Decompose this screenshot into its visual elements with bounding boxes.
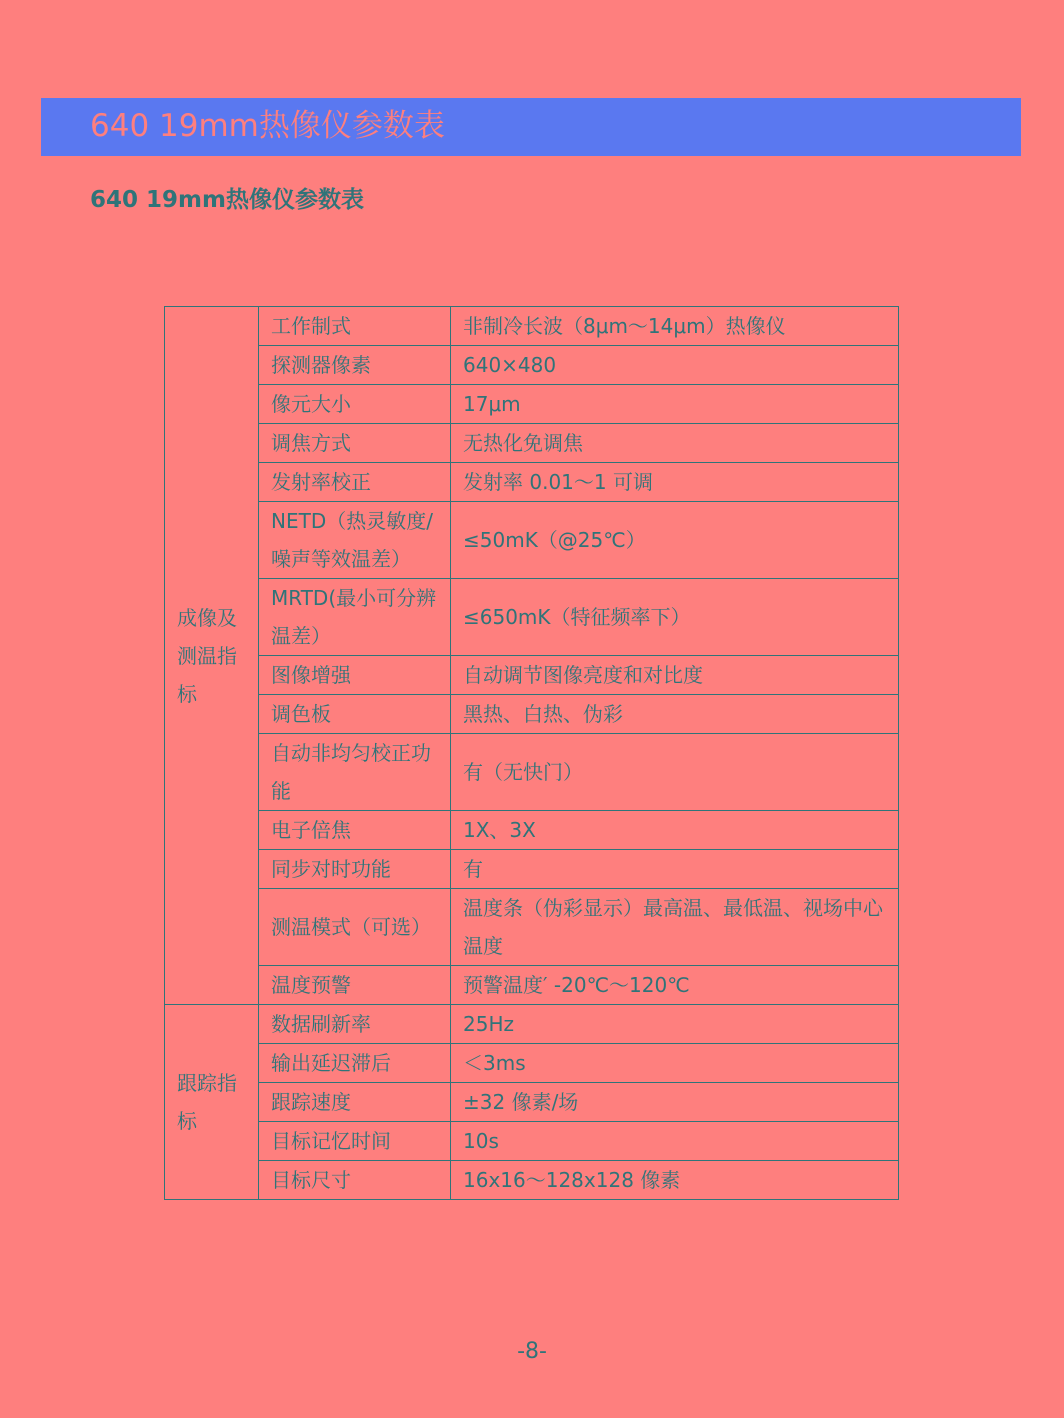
- param-name: 像元大小: [259, 385, 451, 424]
- table-row: [165, 889, 899, 966]
- param-value: 预警温度′ -20℃～120℃: [451, 966, 899, 1005]
- param-name: 数据刷新率: [259, 1005, 451, 1044]
- param-value: 自动调节图像亮度和对比度: [451, 656, 899, 695]
- param-name: 温度预警: [259, 966, 451, 1005]
- table-row: [165, 1005, 899, 1044]
- param-value: ±32 像素/场: [451, 1083, 899, 1122]
- param-value: 25Hz: [451, 1005, 899, 1044]
- group-label-tracking: 跟踪指标: [165, 1005, 259, 1200]
- param-value: ≤650mK（特征频率下）: [451, 579, 899, 656]
- param-name: 调焦方式: [259, 424, 451, 463]
- table-row: [165, 385, 899, 424]
- param-value: 1X、3X: [451, 811, 899, 850]
- table-row: [165, 1122, 899, 1161]
- param-value: ＜3ms: [451, 1044, 899, 1083]
- section-heading: 640 19mm热像仪参数表: [90, 187, 364, 213]
- param-value: 非制冷长波（8μm～14μm）热像仪: [451, 307, 899, 346]
- table-row: [165, 1083, 899, 1122]
- banner-title: 640 19mm热像仪参数表: [90, 108, 445, 144]
- page-number: -8-: [517, 1339, 547, 1364]
- table-row: [165, 346, 899, 385]
- group-label-imaging: 成像及测温指标: [165, 307, 259, 1005]
- table-row: [165, 1161, 899, 1200]
- table-row: [165, 502, 899, 579]
- param-name: 图像增强: [259, 656, 451, 695]
- table-row: [165, 579, 899, 656]
- param-value: 黑热、白热、伪彩: [451, 695, 899, 734]
- param-name: 输出延迟滞后: [259, 1044, 451, 1083]
- table-row: [165, 463, 899, 502]
- param-value: 无热化免调焦: [451, 424, 899, 463]
- table-row: [165, 966, 899, 1005]
- param-name: 自动非均匀校正功能: [259, 734, 451, 811]
- param-value: 640×480: [451, 346, 899, 385]
- table-row: [165, 656, 899, 695]
- table-row: [165, 424, 899, 463]
- param-name: 探测器像素: [259, 346, 451, 385]
- param-name: NETD（热灵敏度/噪声等效温差）: [259, 502, 451, 579]
- param-value: 10s: [451, 1122, 899, 1161]
- title-banner: [41, 98, 1021, 156]
- param-value: 17μm: [451, 385, 899, 424]
- param-value: 16x16～128x128 像素: [451, 1161, 899, 1200]
- param-value: 发射率 0.01～1 可调: [451, 463, 899, 502]
- param-name: 目标尺寸: [259, 1161, 451, 1200]
- param-name: MRTD(最小可分辨温差）: [259, 579, 451, 656]
- table-row: [165, 850, 899, 889]
- param-value: 有（无快门）: [451, 734, 899, 811]
- table-row: [165, 307, 899, 346]
- spec-table: [164, 306, 899, 1200]
- param-name: 电子倍焦: [259, 811, 451, 850]
- param-value: ≤50mK（@25℃）: [451, 502, 899, 579]
- param-name: 工作制式: [259, 307, 451, 346]
- table-row: [165, 1044, 899, 1083]
- param-value: 有: [451, 850, 899, 889]
- param-name: 调色板: [259, 695, 451, 734]
- table-row: [165, 695, 899, 734]
- param-name: 目标记忆时间: [259, 1122, 451, 1161]
- param-name: 测温模式（可选）: [259, 889, 451, 966]
- table-row: [165, 811, 899, 850]
- param-name: 跟踪速度: [259, 1083, 451, 1122]
- param-value: 温度条（伪彩显示）最高温、最低温、视场中心温度: [451, 889, 899, 966]
- table-row: [165, 734, 899, 811]
- param-name: 发射率校正: [259, 463, 451, 502]
- param-name: 同步对时功能: [259, 850, 451, 889]
